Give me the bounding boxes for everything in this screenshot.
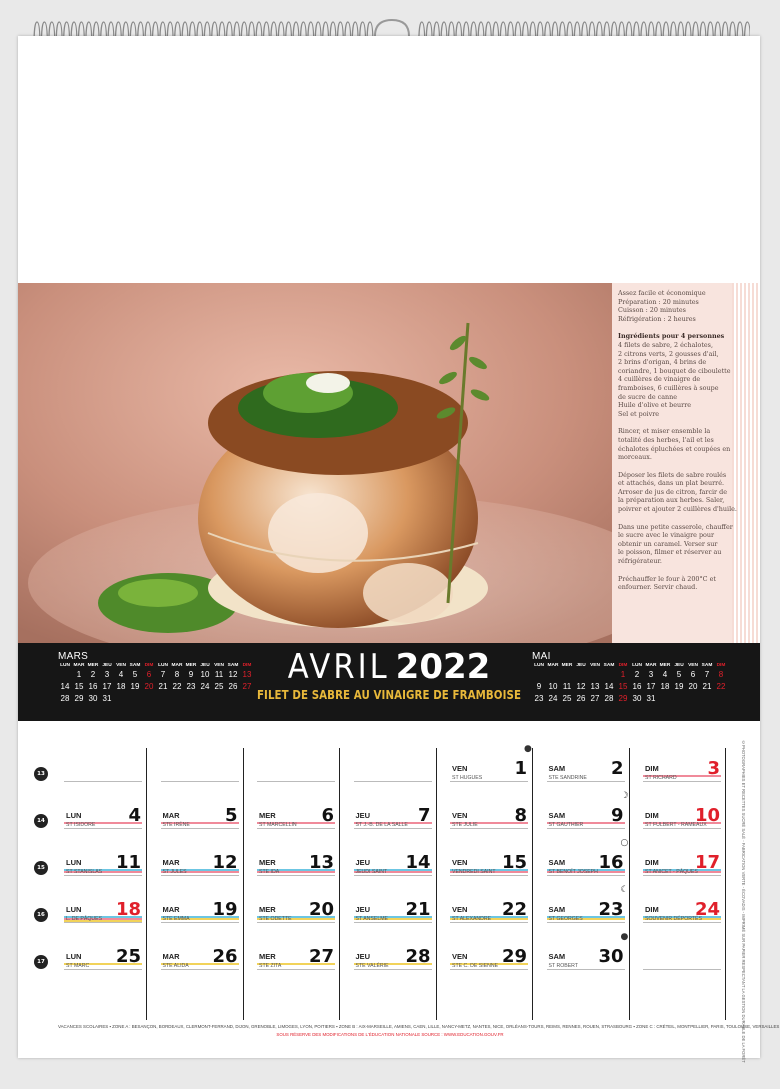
day-name: DIM: [645, 858, 659, 867]
day-name: JEU: [355, 811, 371, 820]
day-name: LUN: [66, 858, 82, 867]
ingredients-list: 4 filets de sabre, 2 échalotes, 2 citrons verts, 2 gousses d'ail, 2 brins d'origan, 4 brins de coriandre, 1 bouquet de ciboulette 4 cuillères de vinaigre de framboises, 6 cuillères à soupe de sucre de canne Huile d'olive et beurre Sel et poivre: [618, 340, 731, 418]
day-name: VEN: [452, 811, 468, 820]
day-cell[interactable]: [253, 849, 339, 889]
mini-day: [658, 692, 672, 704]
day-name: MAR: [162, 952, 180, 961]
day-cell[interactable]: [350, 802, 436, 842]
mini-day: 18: [660, 681, 670, 691]
mini-day-header: DIM: [618, 663, 628, 668]
day-number: 5: [224, 805, 238, 826]
column-divider: [339, 748, 340, 1020]
mini-day: 21: [158, 681, 168, 691]
saint-name: ST ISIDORE: [66, 822, 96, 828]
mini-day: 29: [618, 693, 628, 703]
day-number: 22: [501, 899, 527, 920]
saint-name: ST STANISLAS: [66, 869, 103, 875]
day-cell[interactable]: [639, 755, 725, 795]
saint-name: L. DE PÂQUES: [66, 916, 103, 922]
mini-day-header: SAM: [129, 663, 141, 668]
mini-day-header: MAR: [171, 663, 183, 668]
mini-day: 25: [562, 693, 572, 703]
day-name: SAM: [548, 858, 566, 867]
saint-name: ST ROBERT: [548, 963, 578, 969]
mini-day-header: VEN: [214, 663, 224, 668]
day-cell[interactable]: [543, 943, 629, 983]
day-cell[interactable]: [446, 755, 532, 795]
mini-day: 16: [88, 681, 98, 691]
mini-day: 27: [590, 693, 600, 703]
mini-day: 23: [186, 681, 196, 691]
day-cell[interactable]: [157, 943, 243, 983]
mini-day: 10: [548, 681, 558, 691]
day-number: 25: [115, 946, 141, 967]
mini-day: 14: [60, 681, 70, 691]
mini-day: 22: [716, 681, 726, 691]
day-number: 29: [501, 946, 527, 967]
moon-phase-icon: ☽: [620, 791, 629, 801]
school-holidays-legend: VACANCES SCOLAIRES ▪ ZONE A : BESANÇON, BORDEAUX, CLERMONT-FERRAND, DIJON, GRENOBLE, LIMOGES, LYON, POITIERS ▪ ZONE B : AIX-MARSEILLE, AMIENS, CAEN, LILLE, NANCY-METZ, NANTES, NICE, ORLÉANS-TOURS, REIMS, RENNES, ROUEN, STRASBOURG ▪ ZONE C : CRÉTEIL, MONTPELLIER, PARIS, TOULOUSE, VERSAILLES: [58, 1024, 780, 1029]
day-cell[interactable]: [543, 849, 629, 889]
day-name: DIM: [645, 764, 659, 773]
mini-day: 15: [74, 681, 84, 691]
mini-day: 2: [634, 669, 640, 679]
day-number: 14: [405, 852, 431, 873]
day-cell[interactable]: [446, 849, 532, 889]
day-cell[interactable]: [253, 943, 339, 983]
day-cell[interactable]: [543, 755, 629, 795]
mini-day-header: MER: [659, 663, 671, 668]
mini-day: 1: [620, 669, 626, 679]
day-number: 21: [405, 899, 431, 920]
mini-day-header: MAR: [73, 663, 85, 668]
day-cell[interactable]: [157, 896, 243, 936]
day-name: JEU: [355, 858, 371, 867]
saint-name: ST RICHARD: [645, 775, 677, 781]
mini-day: [574, 668, 588, 680]
day-number: 20: [308, 899, 334, 920]
mini-day: 4: [118, 669, 124, 679]
day-name: JEU: [355, 905, 371, 914]
day-cell[interactable]: [60, 943, 146, 983]
day-name: VEN: [452, 764, 468, 773]
day-number: 16: [598, 852, 624, 873]
column-divider: [243, 748, 244, 1020]
mini-day: [686, 692, 700, 704]
mini-day: 14: [604, 681, 614, 691]
day-number: 13: [308, 852, 334, 873]
week-number: 14: [34, 814, 48, 828]
saint-name: ST ALEXANDRE: [452, 916, 492, 922]
mini-day: 3: [104, 669, 110, 679]
day-cell[interactable]: [446, 802, 532, 842]
mini-day: 11: [562, 681, 572, 691]
column-divider: [532, 748, 533, 1020]
mini-day: 17: [646, 681, 656, 691]
day-cell[interactable]: [350, 896, 436, 936]
mini-day: 31: [102, 693, 112, 703]
day-name: LUN: [66, 811, 82, 820]
mini-day: 9: [188, 669, 194, 679]
mini-day: 25: [214, 681, 224, 691]
saint-name: ST ANSELME: [355, 916, 388, 922]
mini-day: 26: [576, 693, 586, 703]
saint-name: VENDREDI SAINT: [452, 869, 496, 875]
saint-name: SOUVENIR DÉPORTÉS: [645, 916, 702, 922]
saint-name: STE C. DE SIENNE: [452, 963, 499, 969]
saint-name: STE SANDRINE: [548, 775, 587, 781]
mini-day: [532, 668, 546, 680]
column-divider: [725, 748, 726, 1020]
mini-day: 28: [60, 693, 70, 703]
day-name: SAM: [548, 764, 566, 773]
mini-day: 20: [688, 681, 698, 691]
day-name: MER: [259, 811, 276, 820]
day-name: VEN: [452, 858, 468, 867]
saint-name: ST JULES: [162, 869, 187, 875]
saint-name: ST MARCELLIN: [259, 822, 297, 828]
moon-phase-icon: ☾: [620, 885, 629, 895]
saint-name: ST ANICET - PÂQUES: [645, 869, 698, 875]
mini-day: 19: [130, 681, 140, 691]
day-number: 11: [115, 852, 141, 873]
day-cell[interactable]: [639, 896, 725, 936]
saint-name: STE IDA: [259, 869, 280, 875]
day-name: SAM: [548, 952, 566, 961]
mini-day-header: JEU: [576, 663, 586, 668]
mini-day-header: LUN: [632, 663, 642, 668]
day-number: 7: [417, 805, 431, 826]
saint-name: STE ALIDA: [162, 963, 189, 969]
mini-day: 17: [102, 681, 112, 691]
mini-day: 3: [648, 669, 654, 679]
mini-prev-month-name: MARS: [58, 651, 89, 662]
day-cell[interactable]: [253, 896, 339, 936]
side-credit: ©PHOTOGRAPHIES ET RECETTES SUCRÉ SALÉ - FABRICATION VERTE - ÉCOVADIS - IMPRIMÉ SUR PAPIER RESPECTANT LA GESTION DURABLE DE LA FORÊT: [741, 740, 746, 1063]
mini-day: 10: [200, 669, 210, 679]
mini-day-header: LUN: [534, 663, 544, 668]
day-number: 17: [694, 852, 720, 873]
mini-day: 13: [590, 681, 600, 691]
day-name: MER: [259, 952, 276, 961]
day-name: MAR: [162, 858, 180, 867]
mini-day: 11: [214, 669, 224, 679]
recipe-title: FILET DE SABRE AU VINAIGRE DE FRAMBOISE: [256, 687, 522, 702]
moon-phase-icon: ○: [620, 838, 629, 848]
column-divider: [629, 748, 630, 1020]
day-name: DIM: [645, 811, 659, 820]
recipe-step-1: Rincer, et miser ensemble la totalité des herbes, l'ail et les échalotes épluchées et coupées en morceaux.: [618, 427, 731, 462]
saint-name: STE ZITA: [259, 963, 282, 969]
mini-day: [602, 668, 616, 680]
day-name: VEN: [452, 905, 468, 914]
day-number: 12: [212, 852, 238, 873]
saint-name: ST FULBERT - RAMEAUX: [645, 822, 707, 828]
saint-name: ST GAUTHIER: [548, 822, 584, 828]
day-name: MER: [259, 858, 276, 867]
month-title: AVRIL: [287, 647, 390, 687]
mini-day: 24: [200, 681, 210, 691]
mini-day: 9: [536, 681, 542, 691]
year-title: 2022: [395, 647, 491, 687]
mini-day: [546, 668, 560, 680]
mini-day-header: DIM: [716, 663, 726, 668]
mini-day: 27: [242, 681, 252, 691]
mini-day: 8: [718, 669, 724, 679]
day-cell[interactable]: [157, 802, 243, 842]
mini-day: [714, 692, 728, 704]
day-number: 24: [694, 899, 720, 920]
day-name: SAM: [548, 905, 566, 914]
mini-day: 30: [632, 693, 642, 703]
mini-day: 19: [674, 681, 684, 691]
day-cell[interactable]: [350, 849, 436, 889]
mini-day-header: MAR: [645, 663, 657, 668]
mini-day: 31: [646, 693, 656, 703]
day-name: LUN: [66, 952, 82, 961]
day-number: 3: [707, 758, 720, 779]
mini-next-month-name: MAI: [532, 651, 551, 662]
week-number: 15: [34, 861, 48, 875]
day-cell[interactable]: [543, 802, 629, 842]
mini-day: [588, 668, 602, 680]
mini-day: 7: [704, 669, 710, 679]
week-number: 13: [34, 767, 48, 781]
day-name: JEU: [355, 952, 371, 961]
day-name: MAR: [162, 905, 180, 914]
saint-name: ST MARC: [66, 963, 90, 969]
mini-day-header: DIM: [242, 663, 252, 668]
mini-day-header: SAM: [227, 663, 239, 668]
mini-day: 6: [146, 669, 152, 679]
mini-day: 28: [604, 693, 614, 703]
day-cell[interactable]: [543, 896, 629, 936]
mini-day-header: DIM: [144, 663, 154, 668]
mini-day: 12: [228, 669, 238, 679]
day-name: MER: [259, 905, 276, 914]
ingredients-title: Ingrédients pour 4 personnes: [618, 332, 725, 341]
mini-day: 7: [160, 669, 166, 679]
saint-name: ST GEORGES: [548, 916, 583, 922]
mini-day-header: JEU: [102, 663, 112, 668]
mini-day-header: LUN: [60, 663, 70, 668]
recipe-panel: [612, 283, 760, 643]
mini-day: 5: [676, 669, 682, 679]
mini-day: 30: [88, 693, 98, 703]
day-cell[interactable]: [446, 896, 532, 936]
month-banner: [18, 643, 760, 721]
mini-day-header: SAM: [603, 663, 615, 668]
day-cell[interactable]: [157, 849, 243, 889]
day-number: 18: [115, 899, 141, 920]
day-cell[interactable]: [446, 943, 532, 983]
day-number: 2: [610, 758, 624, 779]
saint-name: ST BENOÎT JOSEPH: [548, 869, 598, 875]
mini-day-header: JEU: [200, 663, 210, 668]
mini-day: 24: [548, 693, 558, 703]
week-number: 17: [34, 955, 48, 969]
mini-day: 16: [632, 681, 642, 691]
mini-day: 21: [702, 681, 712, 691]
saint-name: STE IRÈNE: [162, 822, 190, 828]
mini-day: [672, 692, 686, 704]
day-name: SAM: [548, 811, 566, 820]
day-number: 30: [598, 946, 624, 967]
saint-name: ST J.-B. DE LA SALLE: [355, 822, 408, 828]
mini-day-header: VEN: [590, 663, 600, 668]
day-name: LUN: [66, 905, 82, 914]
mini-day: 8: [174, 669, 180, 679]
recipe-photo: [18, 283, 612, 643]
mini-day: 20: [144, 681, 154, 691]
day-cell[interactable]: [60, 849, 146, 889]
day-cell[interactable]: [253, 802, 339, 842]
mini-day-header: VEN: [688, 663, 698, 668]
day-cell[interactable]: [350, 943, 436, 983]
mini-day: 22: [172, 681, 182, 691]
recipe-step-3: Dans une petite casserole, chauffer le sucre avec le vinaigre pour obtenir un caramel. Verser sur le poisson, filmer et réserver au réfrigérateur.: [618, 522, 733, 566]
column-divider: [436, 748, 437, 1020]
mini-day-header: MER: [185, 663, 197, 668]
day-number: 28: [405, 946, 431, 967]
day-number: 23: [598, 899, 624, 920]
day-number: 6: [321, 805, 334, 826]
mini-day: 29: [74, 693, 84, 703]
day-cell[interactable]: [639, 802, 725, 842]
day-cell[interactable]: [60, 802, 146, 842]
mini-day: 23: [534, 693, 544, 703]
day-number: 8: [514, 805, 527, 826]
mini-day-header: JEU: [674, 663, 684, 668]
mini-day: 1: [76, 669, 82, 679]
mini-day: 5: [132, 669, 138, 679]
moon-phase-icon: ●: [620, 932, 629, 942]
mini-day: 6: [690, 669, 696, 679]
mini-day-header: SAM: [701, 663, 713, 668]
recipe-step-2: Déposer les filets de sabre roulés et attachés, dans un plat beurré. Arroser de jus de citron, farcir de la préparation aux herbes. Saler, poivrer et ajouter 2 cuillères d'huile.: [618, 470, 737, 514]
saint-name: STE VALÉRIE: [355, 963, 389, 969]
mini-day: 4: [662, 669, 668, 679]
mini-day: [560, 668, 574, 680]
saint-name: STE JULIE: [452, 822, 478, 828]
mini-day-header: MAR: [547, 663, 559, 668]
day-cell[interactable]: [639, 849, 725, 889]
saint-name: JEUDI SAINT: [355, 869, 388, 875]
mini-calendar-next: [532, 651, 728, 704]
day-number: 9: [610, 805, 624, 826]
day-number: 1: [514, 758, 527, 779]
mini-day: 13: [242, 669, 252, 679]
mini-day-header: LUN: [158, 663, 168, 668]
mini-day: 26: [228, 681, 238, 691]
day-number: 19: [212, 899, 238, 920]
mini-day-header: VEN: [116, 663, 126, 668]
day-number: 26: [212, 946, 238, 967]
day-number: 10: [694, 805, 720, 826]
mini-day: [700, 692, 714, 704]
recipe-step-4: Préchauffer le four à 200°C et enfourner. Servir chaud.: [618, 574, 716, 592]
mini-day: 12: [576, 681, 586, 691]
mini-day: 2: [90, 669, 96, 679]
mini-day: 15: [618, 681, 628, 691]
mini-day: 18: [116, 681, 126, 691]
day-number: 27: [308, 946, 334, 967]
day-name: VEN: [452, 952, 468, 961]
day-name: DIM: [645, 905, 659, 914]
week-number: 16: [34, 908, 48, 922]
recipe-intro: Assez facile et économique Préparation : 20 minutes Cuisson : 20 minutes Réfrigération : 2 heures: [618, 289, 706, 323]
day-number: 15: [501, 852, 527, 873]
day-cell[interactable]: [60, 896, 146, 936]
day-name: MAR: [162, 811, 180, 820]
day-number: 4: [128, 805, 141, 826]
mini-day-header: MER: [561, 663, 573, 668]
saint-name: STE ODETTE: [259, 916, 292, 922]
column-divider: [146, 748, 147, 1020]
saint-name: STE EMMA: [162, 916, 190, 922]
moon-phase-icon: ●: [524, 744, 532, 754]
source-note: SOUS RÉSERVE DES MODIFICATIONS DE L'ÉDUCATION NATIONALE SOURCE : WWW.EDUCATION.GOUV.FR: [276, 1032, 504, 1037]
mini-day-header: MER: [87, 663, 99, 668]
saint-name: ST HUGUES: [452, 775, 483, 781]
